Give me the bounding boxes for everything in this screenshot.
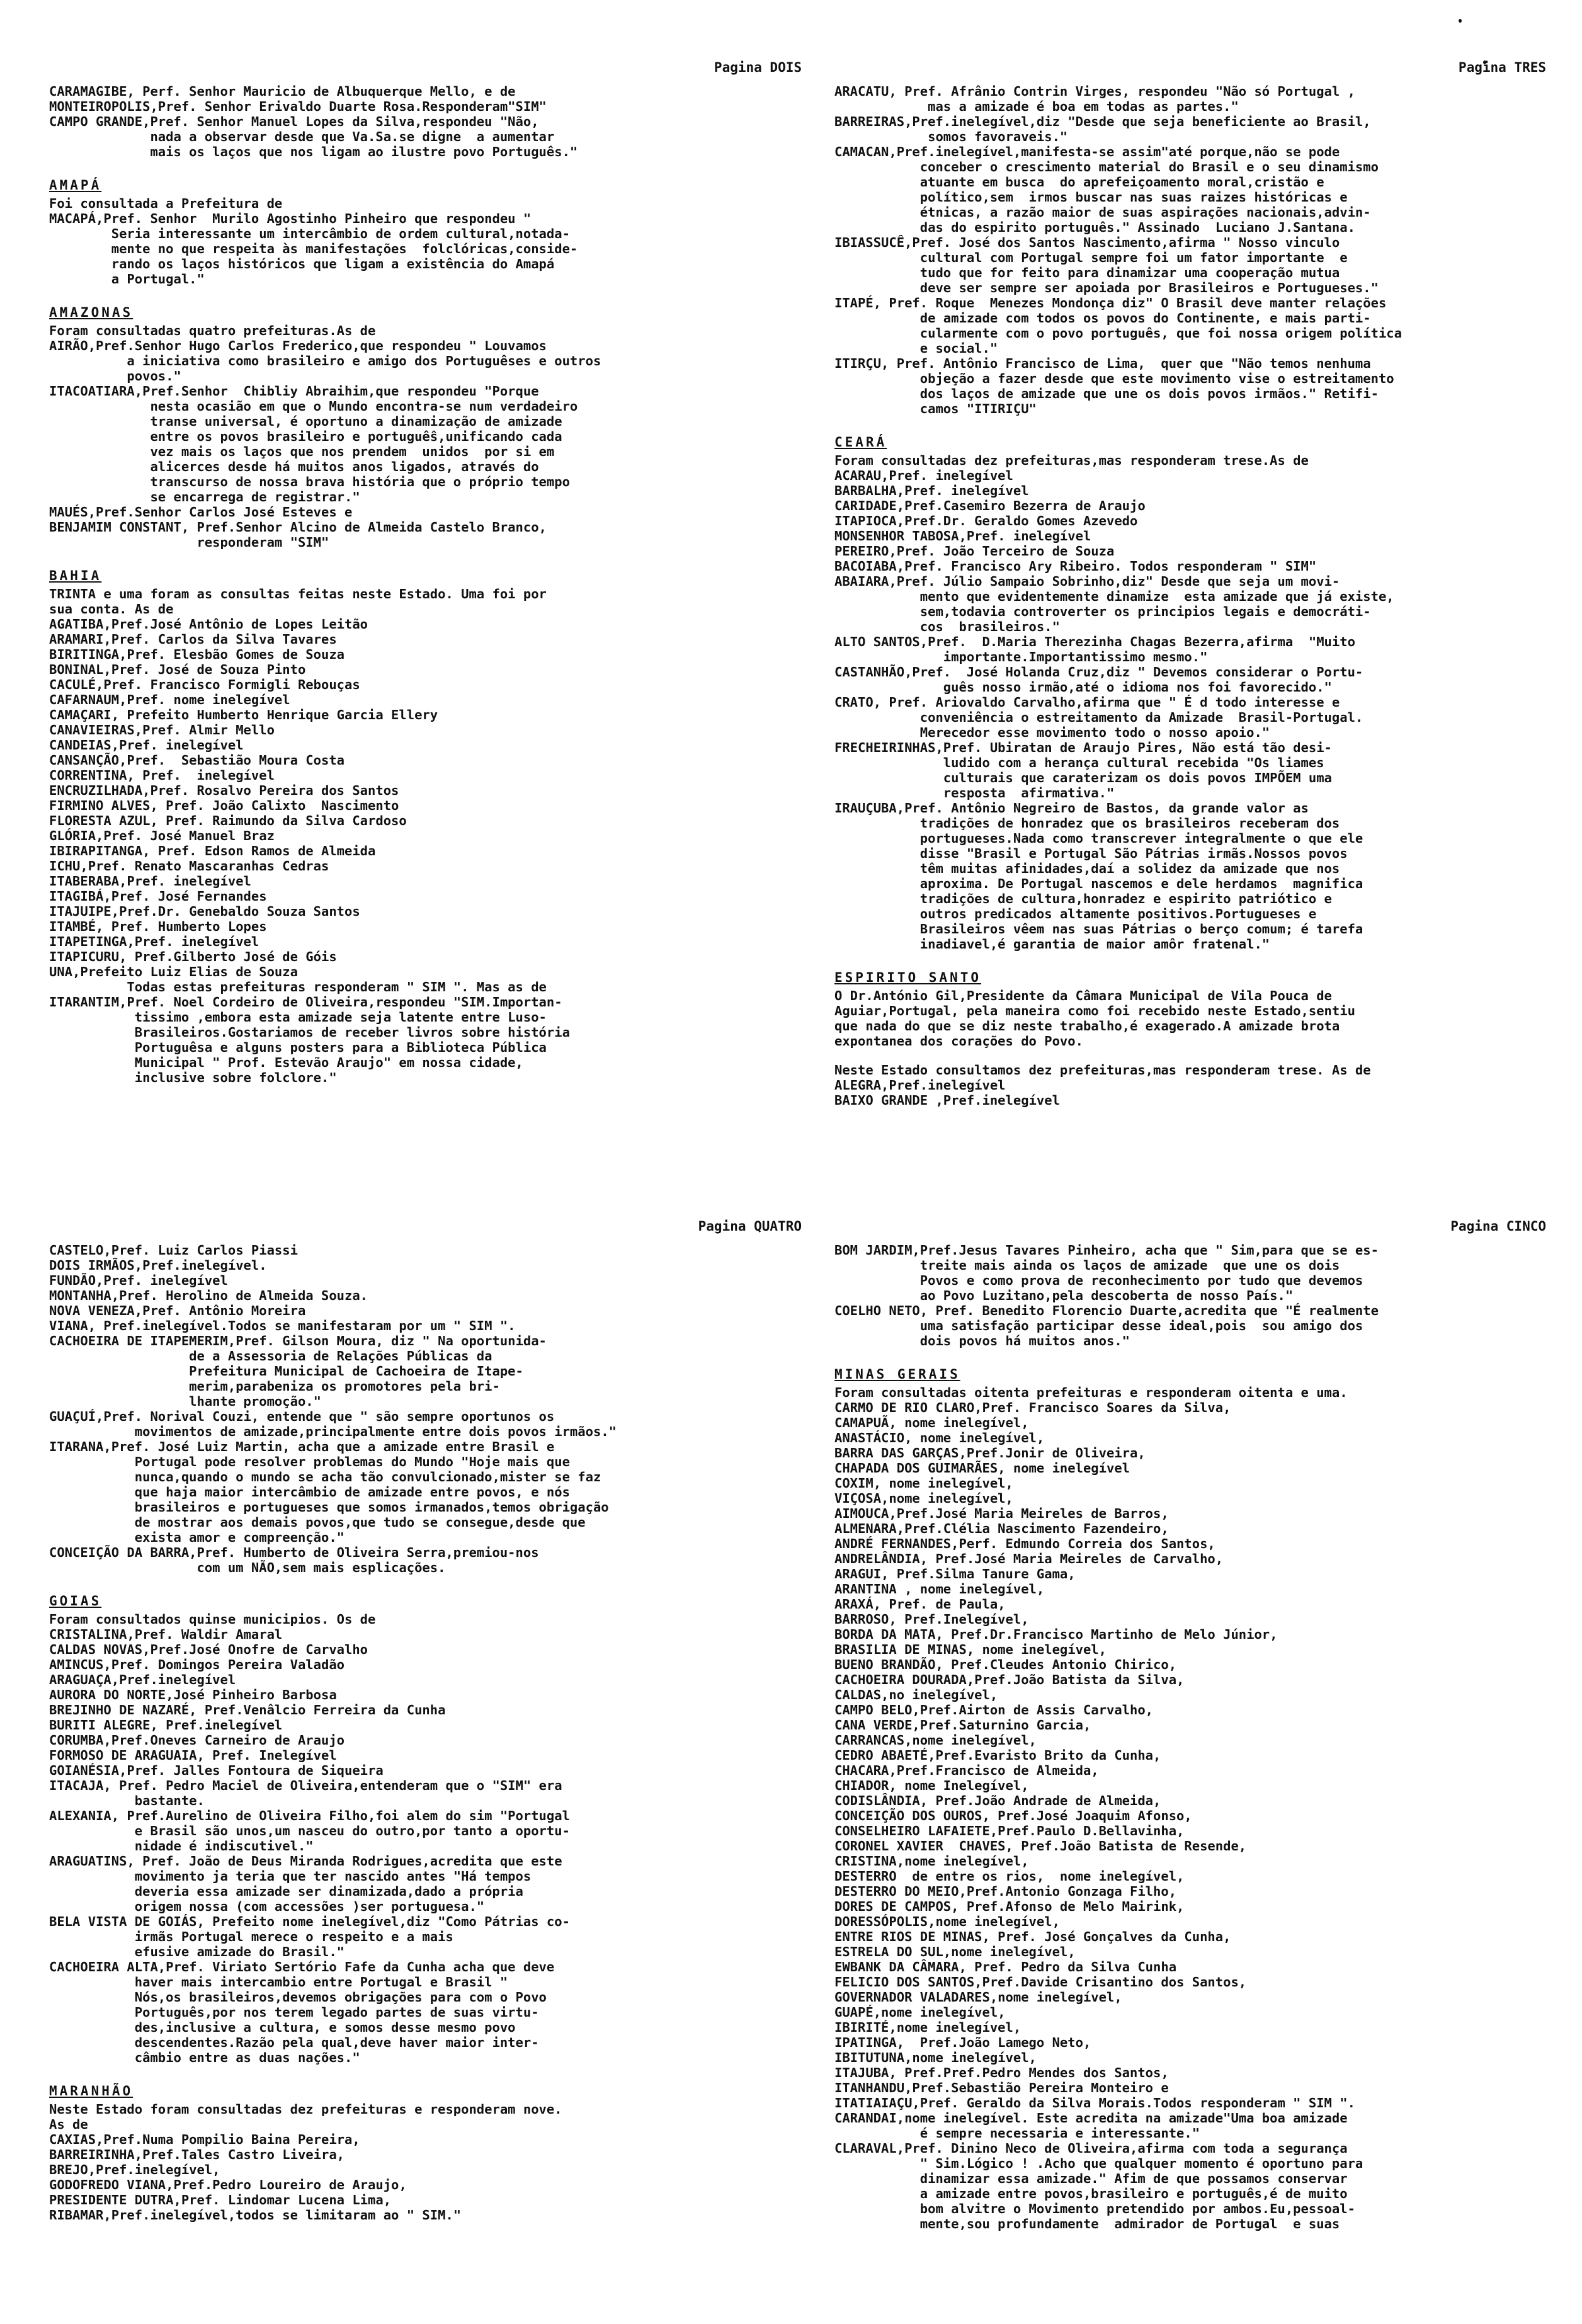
- text-line: CALDAS,no inelegível,: [834, 1687, 998, 1702]
- text-line: Portuguêsa e alguns posters para a Biblioteca Pública: [49, 1040, 547, 1055]
- text-line: dinamizar essa amizade." Afim de que possamos conservar: [834, 2171, 1348, 2186]
- text-line: BIRITINGA,Pref. Elesbão Gomes de Souza: [49, 647, 344, 662]
- text-line: se encarrega de registrar.": [49, 489, 360, 504]
- text-line: des,inclusive a cultura, e somos desse mesmo povo: [49, 2020, 516, 2035]
- text-line: COXIM, nome inelegível,: [834, 1476, 1013, 1491]
- text-line: CACHOEIRA ALTA,Pref. Viriato Sertório Fafe da Cunha acha que deve: [49, 1959, 555, 1974]
- text-line: ARAXÁ, Pref. de Paula,: [834, 1597, 1006, 1612]
- page-content: [49, 1243, 802, 2223]
- page-quatro: [49, 1219, 802, 2315]
- text-line: cos brasileiros.": [834, 619, 1060, 634]
- text-line: étnicas, a razão maior de suas aspirações nacionais,advin-: [834, 205, 1371, 220]
- text-line: ARAGUI, Pref.Silma Tanure Gama,: [834, 1566, 1076, 1581]
- text-line: Foi consultada a Prefeitura de: [49, 196, 283, 211]
- text-line: CARANDAI,nome inelegível. Este acredita na amizade"Uma boa amizade: [834, 2110, 1348, 2126]
- text-line: CANAVIEIRAS,Pref. Almir Mello: [49, 722, 275, 738]
- text-line: Portugal pode resolver problemas do Mundo "Hoje mais que: [49, 1454, 570, 1469]
- text-line: EWBANK DA CÂMARA, Pref. Pedro da Silva Cunha: [834, 1959, 1177, 1974]
- text-line: FLORESTA AZUL, Pref. Raimundo da Silva Cardoso: [49, 813, 407, 828]
- text-line: nesta ocasião em que o Mundo encontra-se num verdadeiro: [49, 399, 578, 414]
- text-line: dos laços de amizade que une os dois povos irmãos." Retifi-: [834, 386, 1379, 401]
- text-line: ITAGIBÁ,Pref. José Fernandes: [49, 889, 267, 904]
- page-cinco: [834, 1219, 1546, 2315]
- text-line: exista amor e compreenção.": [49, 1530, 344, 1545]
- text-line: ITAPIOCA,Pref.Dr. Geraldo Gomes Azevedo: [834, 513, 1138, 528]
- text-line: ITABERABA,Pref. inelegível: [49, 874, 251, 889]
- text-line: inclusive sobre folclore.": [49, 1070, 337, 1085]
- page-label: Pagina QUATRO: [698, 1219, 802, 1234]
- text-line: CHACARA,Pref.Francisco de Almeida,: [834, 1763, 1099, 1778]
- text-line: rando os laços históricos que ligam a existência do Amapá: [49, 256, 555, 271]
- text-line: bastante.: [49, 1793, 205, 1808]
- text-line: haver mais intercambio entre Portugal e Brasil ": [49, 1974, 508, 1990]
- text-line: IBIRITÉ,nome inelegível,: [834, 2020, 1021, 2035]
- text-line: Seria interessante um intercâmbio de ordem cultural,notada-: [49, 226, 570, 241]
- text-line: BOM JARDIM,Pref.Jesus Tavares Pinheiro, acha que " Sim,para que se es-: [834, 1243, 1379, 1258]
- text-line: ITANHANDU,Pref.Sebastião Pereira Monteiro e: [834, 2080, 1169, 2095]
- text-line: CACHOEIRA DE ITAPEMERIM,Pref. Gilson Moura, diz " Na oportunida-: [49, 1333, 547, 1348]
- text-line: MAUÉS,Pref.Senhor Carlos José Esteves e: [49, 504, 353, 520]
- text-line: IBIRAPITANGA, Pref. Edson Ramos de Almeida: [49, 843, 376, 858]
- text-line: CRATO, Pref. Ariovaldo Carvalho,afirma que " É d todo interesse e: [834, 695, 1340, 710]
- text-line: Foram consultadas quatro prefeituras.As de: [49, 323, 376, 338]
- text-line: de a Assessoria de Relações Públicas da: [49, 1348, 492, 1364]
- text-line: sem,todavia controverter os principios legais e democráti-: [834, 604, 1371, 619]
- page-tres: [834, 60, 1546, 1143]
- text-line: disse "Brasil e Portugal São Pátrias irmãs.Nossos povos: [834, 846, 1348, 861]
- text-line: a Portugal.": [49, 271, 205, 287]
- text-line: ITIRÇU, Pref. Antônio Francisco de Lima, quer que "Não temos nenhuma: [834, 356, 1371, 371]
- text-line: BARBALHA,Pref. inelegível: [834, 483, 1029, 498]
- text-line: CEDRO ABAETÉ,Pref.Evaristo Brito da Cunha,: [834, 1748, 1161, 1763]
- text-line: político,sem irmos buscar nas suas raizes históricas e: [834, 190, 1348, 205]
- text-line: AIRÃO,Pref.Senhor Hugo Carlos Frederico,que respondeu " Louvamos: [49, 338, 547, 353]
- text-line: CARIDADE,Pref.Casemiro Bezerra de Araujo: [834, 498, 1146, 513]
- text-line: tradições de honradez que os brasileiros receberam dos: [834, 816, 1340, 831]
- text-line: CARAMAGIBE, Perf. Senhor Mauricio de Albuquerque Mello, e de: [49, 84, 516, 99]
- text-line: COELHO NETO, Pref. Benedito Florencio Duarte,acredita que "É realmente: [834, 1303, 1379, 1318]
- text-line: nunca,quando o mundo se acha tão convulcionado,mister se faz: [49, 1469, 601, 1484]
- text-line: BELA VISTA DE GOIÁS, Prefeito nome inelegível,diz "Como Pátrias co-: [49, 1914, 570, 1929]
- text-line: ALTO SANTOS,Pref. D.Maria Therezinha Chagas Bezerra,afirma "Muito: [834, 634, 1355, 649]
- text-line: MACAPÁ,Pref. Senhor Murilo Agostinho Pinheiro que respondeu ": [49, 211, 532, 226]
- text-line: ao Povo Luzitano,pela descoberta de nosso País.": [834, 1288, 1294, 1303]
- text-line: ITAJUBA, Pref.Pref.Pedro Mendes dos Santos,: [834, 2065, 1169, 2080]
- text-line: CARRANCAS,nome inelegível,: [834, 1733, 1037, 1748]
- text-line: ARAGUAÇA,Pref.inelegível: [49, 1672, 236, 1687]
- text-line: atuante em busca do aprefeiçoamento moral,cristão e: [834, 174, 1324, 190]
- page-content: [834, 1243, 1546, 2231]
- text-line: BREJINHO DE NAZARÉ, Pref.Venâlcio Ferreira da Cunha: [49, 1702, 446, 1717]
- text-line: CRISTINA,nome inelegível,: [834, 1854, 1029, 1869]
- text-line: cultural com Portugal sempre foi um fator importante e: [834, 250, 1348, 265]
- text-line: resposta afirmativa.": [834, 785, 1115, 800]
- text-line: BREJO,Pref.inelegível,: [49, 2162, 220, 2177]
- text-line: ITAPÉ, Pref. Roque Menezes Mondonça diz" O Brasil deve manter relações: [834, 295, 1387, 310]
- text-line: de amizade com todos os povos do Continente, e mais parti-: [834, 310, 1371, 326]
- text-line: vez mais os laços que nos prendem unidos por si em: [49, 444, 555, 459]
- section-heading: MINAS GERAIS: [834, 1367, 960, 1382]
- text-line: têm muitas afinidades,daí a solidez da amizade que nos: [834, 861, 1340, 876]
- text-line: CANA VERDE,Pref.Saturnino Garcia,: [834, 1717, 1091, 1733]
- text-line: AMINCUS,Pref. Domingos Pereira Valadão: [49, 1657, 344, 1672]
- text-line: O Dr.António Gil,Presidente da Câmara Municipal de Vila Pouca de: [834, 988, 1332, 1003]
- text-line: mente,sou profundamente admirador de Portugal e suas: [834, 2216, 1340, 2231]
- text-line: mas a amizade é boa em todas as partes.": [834, 99, 1239, 114]
- text-line: CONCEIÇÃO DOS OUROS, Pref.José Joaquim Afonso,: [834, 1808, 1192, 1823]
- text-line: CAMAÇARI, Prefeito Humberto Henrique Garcia Ellery: [49, 707, 438, 722]
- text-line: CHAPADA DOS GUIMARÃES, nome inelegível: [834, 1461, 1130, 1476]
- text-line: GUAÇUÍ,Pref. Norival Couzi, entende que " são sempre oportunos os: [49, 1409, 555, 1424]
- text-line: ludido com a herança cultural recebida "Os liames: [834, 755, 1324, 770]
- text-line: UNA,Prefeito Luiz Elias de Souza: [49, 964, 298, 979]
- text-line: ITATIAIAÇU,Pref. Geraldo da Silva Morais.Todos responderam " SIM ".: [834, 2095, 1355, 2110]
- text-line: ALEGRA,Pref.inelegível: [834, 1078, 1006, 1093]
- section-heading: AMAZONAS: [49, 305, 134, 320]
- text-line: somos favoraveis.": [834, 129, 1068, 144]
- text-line: CAXIAS,Pref.Numa Pompilio Baina Pereira,: [49, 2132, 360, 2147]
- text-line: MONSENHOR TABOSA,Pref. inelegível: [834, 528, 1091, 544]
- text-line: ANDRELÂNDIA, Pref.José Maria Meireles de Carvalho,: [834, 1551, 1224, 1566]
- text-line: GOVERNADOR VALADARES,nome inelegível,: [834, 1990, 1122, 2005]
- text-line: e Brasil são unos,um nasceu do outro,por tanto a oportu-: [49, 1823, 570, 1838]
- text-line: CAFARNAUM,Pref. nome inelegível: [49, 692, 290, 707]
- text-line: CLARAVAL,Pref. Dinino Neco de Oliveira,afirma com toda a segurança: [834, 2141, 1348, 2156]
- text-line: bom alvitre o Movimento pretendido por ambos.Eu,pessoal-: [834, 2201, 1355, 2216]
- text-line: PRESIDENTE DUTRA,Pref. Lindomar Lucena Lima,: [49, 2192, 392, 2207]
- text-line: a iniciativa como brasileiro e amigo dos Portuguêses e outros: [49, 353, 601, 368]
- text-line: IBITUTUNA,nome inelegível,: [834, 2050, 1037, 2065]
- section-heading: CEARÁ: [834, 435, 887, 450]
- text-line: DORESSÓPOLIS,nome inelegível,: [834, 1914, 1060, 1929]
- text-line: IBIASSUCÊ,Pref. José dos Santos Nascimento,afirma " Nosso vinculo: [834, 235, 1340, 250]
- text-line: mais os laços que nos ligam ao ilustre povo Português.": [49, 144, 578, 159]
- text-line: transe universal, é oportuno a dinamização de amizade: [49, 414, 562, 429]
- text-line: CORUMBA,Pref.Oneves Carneiro de Araujo: [49, 1733, 344, 1748]
- text-line: CARMO DE RIO CLARO,Pref. Francisco Soares da Silva,: [834, 1400, 1231, 1415]
- text-line: que haja maior intercâmbio de amizade entre povos, e nós: [49, 1484, 570, 1500]
- text-line: BURITI ALEGRE, Pref.inelegível: [49, 1717, 283, 1733]
- text-line: CACHOEIRA DOURADA,Pref.João Batista da Silva,: [834, 1672, 1185, 1687]
- page-content: [49, 84, 802, 1085]
- text-line: BARROSO, Pref.Inelegível,: [834, 1612, 1029, 1627]
- text-line: ITACOATIARA,Pref.Senhor Chibliy Abraihim,que respondeu "Porque: [49, 384, 539, 399]
- text-line: GLÓRIA,Pref. José Manuel Braz: [49, 828, 275, 843]
- text-line: Aguiar,Portugal, pela maneira como foi recebido neste Estado,sentiu: [834, 1003, 1355, 1018]
- text-line: ACARAU,Pref. inelegível: [834, 468, 1013, 483]
- text-line: AGATIBA,Pref.José Antônio de Lopes Leitão: [49, 617, 368, 632]
- text-line: uma satisfação participar desse ideal,pois sou amigo dos: [834, 1318, 1363, 1333]
- text-line: BAIXO GRANDE ,Pref.inelegível: [834, 1093, 1060, 1108]
- text-line: Municipal " Prof. Estevão Araujo" em nossa cidade,: [49, 1055, 523, 1070]
- text-line: ITARANTIM,Pref. Noel Cordeiro de Oliveira,respondeu "SIM.Importan-: [49, 994, 562, 1010]
- text-line: DORES DE CAMPOS, Pref.Afonso de Melo Mairink,: [834, 1899, 1185, 1914]
- text-line: descendentes.Razão pela qual,deve haver maior inter-: [49, 2035, 539, 2050]
- text-line: ENCRUZILHADA,Pref. Rosalvo Pereira dos Santos: [49, 783, 399, 798]
- text-line: conceber o crescimento material do Brasil e o seu dinamismo: [834, 159, 1379, 174]
- text-line: Merecedor esse movimento todo o nosso apoio.": [834, 725, 1270, 740]
- text-line: CASTELO,Pref. Luiz Carlos Piassi: [49, 1243, 298, 1258]
- text-line: Foram consultados quinse municipios. Os de: [49, 1612, 376, 1627]
- section-heading: GOIAS: [49, 1593, 102, 1609]
- text-line: Foram consultadas oitenta prefeituras e responderam oitenta e uma.: [834, 1385, 1348, 1400]
- text-line: CONSELHEIRO LAFAIETE,Pref.Paulo D.Bellavinha,: [834, 1823, 1185, 1838]
- text-line: alicerces desde há muitos anos ligados, através do: [49, 459, 539, 474]
- text-line: objeção a fazer desde que este movimento vise o estreitamento: [834, 371, 1394, 386]
- text-line: tradições de cultura,honradez e espirito patriótico e: [834, 891, 1332, 906]
- text-line: MONTANHA,Pref. Herolino de Almeida Souza.: [49, 1288, 368, 1303]
- text-line: das do espirito português." Assinado Luciano J.Santana.: [834, 220, 1355, 235]
- text-line: importante.Importantissimo mesmo.": [834, 649, 1208, 664]
- text-line: IRAUÇUBA,Pref. Antônio Negreiro de Bastos, da grande valor as: [834, 800, 1309, 816]
- text-line: aproxima. De Portugal nascemos e dele herdamos magnifica: [834, 876, 1363, 891]
- text-line: ALEXANIA, Pref.Aurelino de Oliveira Filho,foi alem do sim "Portugal: [49, 1808, 570, 1823]
- text-line: sua conta. As de: [49, 601, 174, 617]
- text-line: tissimo ,embora esta amizade seja latente entre Luso-: [49, 1010, 547, 1025]
- text-line: ICHU,Pref. Renato Mascaranhas Cedras: [49, 858, 329, 874]
- text-line: DESTERRO DO MEIO,Pref.Antonio Gonzaga Filho,: [834, 1884, 1177, 1899]
- text-line: DESTERRO de entre os rios, nome inelegível,: [834, 1869, 1185, 1884]
- text-line: CORONEL XAVIER CHAVES, Pref.João Batista de Resende,: [834, 1838, 1247, 1854]
- text-line: Neste Estado consultamos dez prefeituras,mas responderam trese. As de: [834, 1062, 1371, 1078]
- text-line: Foram consultadas dez prefeituras,mas responderam trese.As de: [834, 453, 1309, 468]
- text-line: CANDEIAS,Pref. inelegível: [49, 738, 244, 753]
- text-line: CAMACAN,Pref.inelegível,manifesta-se assim"até porque,não se pode: [834, 144, 1340, 159]
- text-line: culturais que caraterizam os dois povos IMPÕEM uma: [834, 770, 1332, 785]
- text-line: povos.": [49, 368, 181, 384]
- text-line: VIÇOSA,nome inelegível,: [834, 1491, 1013, 1506]
- text-line: treite mais ainda os laços de amizade que une os dois: [834, 1258, 1340, 1273]
- text-line: RIBAMAR,Pref.inelegível,todos se limitaram ao " SIM.": [49, 2207, 462, 2223]
- text-line: ANASTÁCIO, nome inelegível,: [834, 1430, 1045, 1445]
- text-line: FUNDÃO,Pref. inelegível: [49, 1273, 228, 1288]
- text-line: inadiavel,é garantia de maior amôr fratenal.": [834, 937, 1270, 952]
- text-line: BARREIRAS,Pref.inelegível,diz "Desde que seja beneficiente ao Brasil,: [834, 114, 1371, 129]
- text-line: ITARANA,Pref. José Luiz Martin, acha que a amizade entre Brasil e: [49, 1439, 555, 1454]
- text-line: BENJAMIM CONSTANT, Pref.Senhor Alcino de Almeida Castelo Branco,: [49, 520, 547, 535]
- text-line: nada a observar desde que Va.Sa.se digne a aumentar: [49, 129, 555, 144]
- text-line: CACULÉ,Pref. Francisco Formigli Rebouças: [49, 677, 360, 692]
- text-line: movimentos de amizade,principalmente entre dois povos irmãos.": [49, 1424, 617, 1439]
- text-line: com um NÃO,sem mais esplicações.: [49, 1560, 446, 1575]
- text-line: Prefeitura Municipal de Cachoeira de Itape-: [49, 1364, 523, 1379]
- text-line: CALDAS NOVAS,Pref.José Onofre de Carvalho: [49, 1642, 368, 1657]
- text-line: conveniência o estreitamento da Amizade Brasil-Portugal.: [834, 710, 1363, 725]
- text-line: ALMENARA,Pref.Clélia Nascimento Fazendeiro,: [834, 1521, 1169, 1536]
- text-line: deve ser sempre ser apoiada por Brasileiros e Portugueses.": [834, 280, 1379, 295]
- text-line: " Sim.Lógico ! .Acho que qualquer momento é oportuno para: [834, 2156, 1363, 2171]
- text-line: ITAPICURU, Pref.Gilberto José de Góis: [49, 949, 337, 964]
- text-line: ITAJUIPE,Pref.Dr. Genebaldo Souza Santos: [49, 904, 360, 919]
- text-line: transcurso de nossa brava história que o próprio tempo: [49, 474, 570, 489]
- text-line: BUENO BRANDÃO, Pref.Cleudes Antonio Chirico,: [834, 1657, 1177, 1672]
- page-dois: [49, 60, 802, 1143]
- text-line: tudo que for feito para dinamizar uma cooperação mutua: [834, 265, 1340, 280]
- text-line: é sempre necessaria e interessante.": [834, 2126, 1200, 2141]
- text-line: e social.": [834, 341, 998, 356]
- text-line: entre os povos brasileiro e portuguê̂s,unificando cada: [49, 429, 562, 444]
- text-line: dois povos há muitos anos.": [834, 1333, 1130, 1348]
- text-line: BARREIRINHA,Pref.Tales Castro Liveira,: [49, 2147, 344, 2162]
- text-line: As de: [49, 2117, 88, 2132]
- text-line: Nós,os brasileiros,devemos obrigações para com o Povo: [49, 1990, 547, 2005]
- text-line: mento que evidentemente dinamize esta amizade que já existe,: [834, 589, 1394, 604]
- text-line: ENTRE RIOS DE MINAS, Pref. José Gonçalves da Cunha,: [834, 1929, 1231, 1944]
- text-line: ARAMARI,Pref. Carlos da Silva Tavares: [49, 632, 337, 647]
- text-line: irmãs Portugal merece o respeito e a mais: [49, 1929, 453, 1944]
- text-line: ARAGUATINS, Pref. João de Deus Miranda Rodrigues,acredita que este: [49, 1854, 562, 1869]
- paragraph-gap: [834, 1049, 1546, 1062]
- text-line: outros predicados altamente positivos.Portugueses e: [834, 906, 1317, 921]
- text-line: Povos e como prova de reconhecimento por tudo que devemos: [834, 1273, 1363, 1288]
- text-line: Todas estas prefeituras responderam " SIM ". Mas as de: [49, 979, 547, 994]
- text-line: Brasileiros.Gostariamos de receber livros sobre história: [49, 1025, 570, 1040]
- text-line: ITAMBÉ, Pref. Humberto Lopes: [49, 919, 267, 934]
- text-line: movimento ja teria que ter nascido antes "Há tempos: [49, 1869, 532, 1884]
- text-line: camos "ITIRIÇU": [834, 401, 1037, 416]
- text-line: GOIANÉSIA,Pref. Jalles Fontoura de Siqueira: [49, 1763, 384, 1778]
- text-line: BORDA DA MATA, Pref.Dr.Francisco Martinho de Melo Júnior,: [834, 1627, 1278, 1642]
- text-line: FORMOSO DE ARAGUAIA, Pref. Inelegível: [49, 1748, 337, 1763]
- section-heading: ESPIRITO SANTO: [834, 970, 982, 985]
- text-line: nidade é indiscutivel.": [49, 1838, 314, 1854]
- text-line: portugueses.Nada como transcrever integralmente o que ele: [834, 831, 1363, 846]
- text-line: CAMPO GRANDE,Pref. Senhor Manuel Lopes da Silva,respondeu "Não,: [49, 114, 539, 129]
- text-line: Brasileiros vêem nas suas Pátrias o berço comum; é tarefa: [834, 921, 1363, 937]
- speck-mark: [1459, 19, 1462, 23]
- text-line: GUAPÉ,nome inelegível,: [834, 2005, 1006, 2020]
- text-line: CORRENTINA, Pref. inelegível: [49, 768, 275, 783]
- text-line: deveria essa amizade ser dinamizada,dado a própria: [49, 1884, 523, 1899]
- text-line: guês nosso irmão,até o idioma nos foi favorecido.": [834, 680, 1332, 695]
- text-line: MONTEIROPOLIS,Pref. Senhor Erivaldo Duarte Rosa.Responderam"SIM": [49, 99, 547, 114]
- text-line: ITAPETINGA,Pref. inelegível: [49, 934, 259, 949]
- section-heading: BAHIA: [49, 568, 102, 583]
- text-line: expontanea dos corações do Povo.: [834, 1034, 1083, 1049]
- page-label: Pagina TRES: [1458, 60, 1546, 75]
- text-line: ANDRÉ FERNANDES,Perf. Edmundo Correia dos Santos,: [834, 1536, 1215, 1551]
- text-line: VIANA, Pref.inelegível.Todos se manifestaram por um " SIM ".: [49, 1318, 516, 1333]
- section-heading: MARANHÃO: [49, 2083, 134, 2099]
- text-line: Neste Estado foram consultadas dez prefeituras e responderam nove.: [49, 2102, 562, 2117]
- text-line: FRECHEIRINHAS,Pref. Ubiratan de Araujo Pires, Não está tão desi-: [834, 740, 1332, 755]
- text-line: ESTRELA DO SUL,nome inelegível,: [834, 1944, 1076, 1959]
- text-line: que nada do que se diz neste trabalho,é exagerado.A amizade brota: [834, 1018, 1340, 1034]
- text-line: IPATINGA, Pref.João Lamego Neto,: [834, 2035, 1091, 2050]
- text-line: efusive amizade do Brasil.": [49, 1944, 344, 1959]
- text-line: responderam "SIM": [49, 535, 329, 550]
- text-line: AURORA DO NORTE,José Pinheiro Barbosa: [49, 1687, 337, 1702]
- text-line: NOVA VENEZA,Pref. Antônio Moreira: [49, 1303, 306, 1318]
- text-line: CASTANHÃO,Pref. José Holanda Cruz,diz " Devemos considerar o Portu-: [834, 664, 1363, 680]
- text-line: BARRA DAS GARÇAS,Pref.Jonir de Oliveira,: [834, 1445, 1146, 1461]
- text-line: TRINTA e uma foram as consultas feitas neste Estado. Uma foi por: [49, 586, 547, 601]
- text-line: BACOIABA,Pref. Francisco Ary Ribeiro. Todos responderam " SIM": [834, 559, 1317, 574]
- text-line: CAMAPUÃ, nome inelegível,: [834, 1415, 1029, 1430]
- text-line: ARANTINA , nome inelegível,: [834, 1581, 1045, 1597]
- page-content: [834, 84, 1546, 1108]
- text-line: brasileiros e portugueses que somos irmanados,temos obrigação: [49, 1500, 609, 1515]
- text-line: GODOFREDO VIANA,Pref.Pedro Loureiro de Araujo,: [49, 2177, 407, 2192]
- text-line: origem nossa (com accessões )ser portuguesa.": [49, 1899, 485, 1914]
- text-line: AIMOUCA,Pref.José Maria Meireles de Barros,: [834, 1506, 1169, 1521]
- text-line: Português,por nos terem legado partes de suas virtu-: [49, 2005, 539, 2020]
- text-line: DOIS IRMÃOS,Pref.inelegível.: [49, 1258, 267, 1273]
- text-line: BRASILIA DE MINAS, nome inelegível,: [834, 1642, 1107, 1657]
- text-line: CAMPO BELO,Pref.Airton de Assis Carvalho,: [834, 1702, 1154, 1717]
- text-line: CHIADOR, nome Inelegível,: [834, 1778, 1029, 1793]
- page-label: Pagina DOIS: [714, 60, 802, 75]
- text-line: CANSANÇÃO,Pref. Sebastião Moura Costa: [49, 753, 344, 768]
- text-line: CONCEIÇÃO DA BARRA,Pref. Humberto de Oliveira Serra,premiou-nos: [49, 1545, 539, 1560]
- text-line: FIRMINO ALVES, Pref. João Calixto Nascimento: [49, 798, 399, 813]
- text-line: ARACATU, Pref. Afrânio Contrin Virges, respondeu "Não só Portugal ,: [834, 84, 1355, 99]
- text-line: mente no que respeita às manifestações folclóricas,conside-: [49, 241, 578, 256]
- page-label: Pagina CINCO: [1450, 1219, 1546, 1234]
- text-line: câmbio entre as duas nações.": [49, 2050, 360, 2065]
- text-line: PEREIRO,Pref. João Terceiro de Souza: [834, 544, 1115, 559]
- text-line: CRISTALINA,Pref. Waldir Amaral: [49, 1627, 283, 1642]
- text-line: cularmente com o povo português, que foi nossa origem política: [834, 326, 1402, 341]
- text-line: BONINAL,Pref. José de Souza Pinto: [49, 662, 306, 677]
- text-line: ITACAJA, Pref. Pedro Maciel de Oliveira,entenderam que o "SIM" era: [49, 1778, 562, 1793]
- text-line: FELICIO DOS SANTOS,Pref.Davide Crisantino dos Santos,: [834, 1974, 1247, 1990]
- text-line: CODISLÂNDIA, Pref.João Andrade de Almeida,: [834, 1793, 1161, 1808]
- text-line: de mostrar aos demais povos,que tudo se consegue,desde que: [49, 1515, 586, 1530]
- text-line: merim,parabeniza os promotores pela bri-: [49, 1379, 500, 1394]
- section-heading: AMAPÁ: [49, 178, 102, 193]
- text-line: a amizade entre povos,brasileiro e português,é de muito: [834, 2186, 1348, 2201]
- text-line: ABAIARA,Pref. Júlio Sampaio Sobrinho,diz" Desde que seja um movi-: [834, 574, 1340, 589]
- text-line: lhante promoção.": [49, 1394, 321, 1409]
